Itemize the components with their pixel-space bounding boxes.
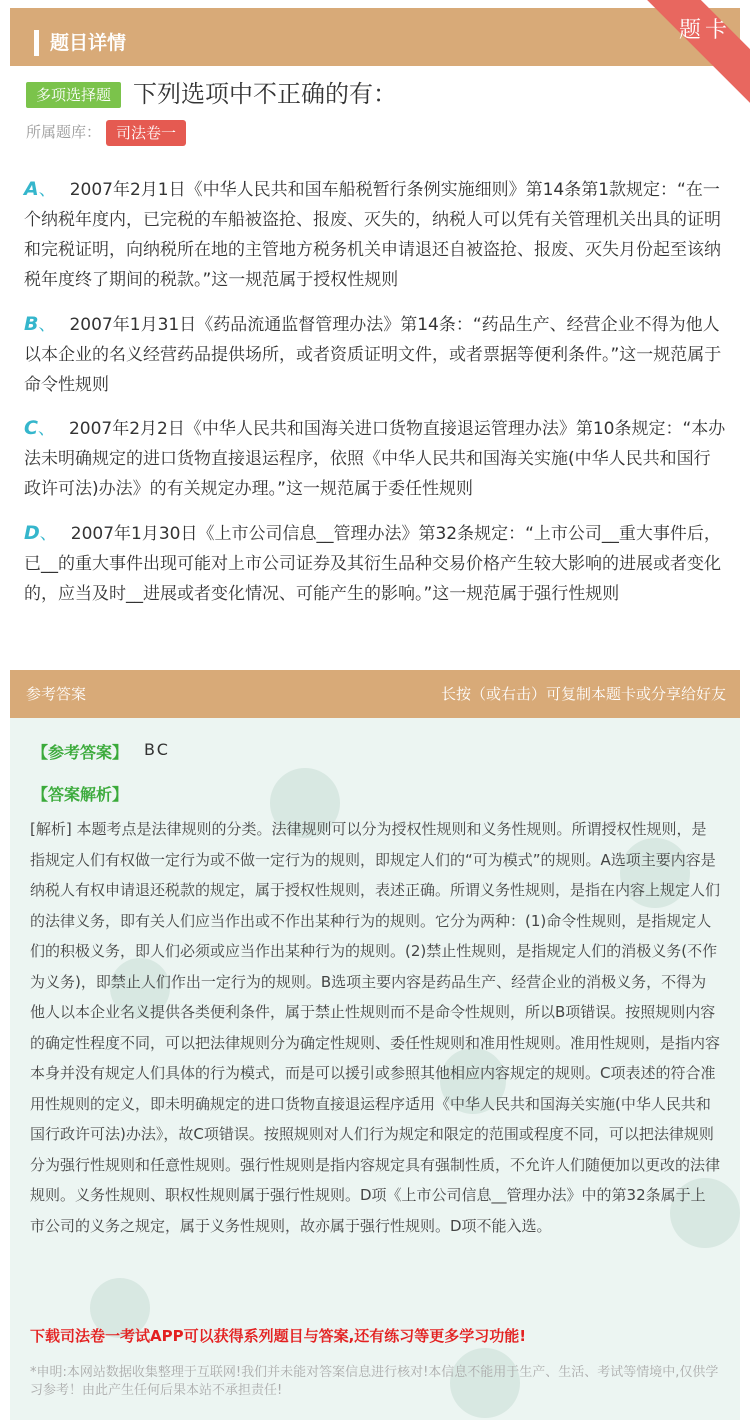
option-c[interactable]: [24, 413, 726, 504]
analysis-text: [解析] 本题考点是法律规则的分类。法律规则可以分为授权性规则和义务性规则。所谓授权性规则，是指规定人们有权做一定行为或不做一定行为的规则，即规定人们的“可为模式”的规则。A选项主要内容是纳税人有权申请退还税款的规定，属于授权性规则，表述正确。所谓义务性规则，是指在内容上规定人们的法律义务，即有关人们应当作出或不作出某种行为的规则。它分为两种：(1)命令性规则，是指规定人们的积极义务，即人们必须或应当作出某种行为的规则。(2)禁止性规则，是指规定人们的消极义务(不作为义务)，即禁止人们作出一定行为的规则。B选项主要内容是药品生产、经营企业的消极义务，不得为他人以本企业名义提供各类便利条件，属于禁止性规则而不是命令性规则，所以B项错误。按照规则内容的确定性程度不同，可以把法律规则分为确定性规则、委任性规则和准用性规则。准用性规则，是指内容本身并没有规定人们具体的行为模式，而是可以援引或参照其他相应内容规定的规则。C项表述的符合准用性规则的定义，即未明确规定的进口货物直接退运程序适用《中华人民共和国海关实施(中华人民共和国行政许可法)办法》，故C项错误。按照规则对人们行为规定和限定的范围或程度不同，可以把法律规则分为强行性规则和任意性规则。强行性规则是指内容规定具有强制性质，不允许人们随便加以更改的法律规则。义务性规则、职权性规则属于强行性规则。D项《上市公司信息__管理办法》中的第32条属于上市公司的义务之规定，属于义务性规则，故亦属于强行性规则。D项不能入选。: [30, 820, 721, 1235]
answer-bar-label: 参考答案: [26, 685, 87, 703]
option-text: 2007年1月31日《药品流通监督管理办法》第14条：“药品生产、经营企业不得为他人以本企业的名义经营药品提供场所，或者资质证明文件，或者票据等便利条件。”这一规范属于命令性规则: [24, 315, 722, 395]
bank-label: 所属题库：: [26, 123, 102, 141]
corner-ribbon[interactable]: [640, 0, 750, 105]
question-title: 下列选项中不正确的有：: [133, 80, 397, 108]
option-separator: 、: [37, 419, 55, 439]
analysis-label: 【答案解析】: [32, 785, 129, 804]
app-download-promo[interactable]: 下载司法卷一考试APP可以获得系列题目与答案,还有练习等更多学习功能!: [30, 1327, 527, 1345]
question-type-badge: 多项选择题: [26, 82, 121, 108]
header-accent-bar: [34, 30, 39, 56]
disclaimer: *申明:本网站数据收集整理于互联网!我们并未能对答案信息进行核对!本信息不能用于生产、生活、考试等情境中,仅供学习参考！由此产生任何后果本站不承担责任!: [30, 1365, 719, 1398]
option-separator: 、: [38, 180, 56, 200]
header-bar: [10, 8, 740, 66]
option-letter: D: [24, 522, 40, 544]
option-text: 2007年1月30日《上市公司信息__管理办法》第32条规定：“上市公司__重大事件后，已__的重大事件出现可能对上市公司证券及其衍生品种交易价格产生较大影响的进展或者变化的，应当及时__进展或者变化情况、可能产生的影响。”这一规范属于强行性规则: [24, 524, 721, 604]
option-separator: 、: [38, 315, 56, 335]
option-letter: A: [24, 178, 39, 200]
answer-header-bar: [10, 670, 740, 718]
option-text: 2007年2月2日《中华人民共和国海关进口货物直接退运管理办法》第10条规定：“本办法未明确规定的进口货物直接退运程序，依照《中华人民共和国海关实施(中华人民共和国行政许可法)办法》的有关规定办理。”这一规范属于委任性规则: [24, 419, 726, 499]
option-b[interactable]: [24, 309, 726, 400]
share-hint: 长按（或右击）可复制本题卡或分享给好友: [440, 685, 726, 703]
bank-name-badge[interactable]: 司法卷一: [106, 120, 186, 146]
corner-ribbon-label: 题卡: [678, 17, 732, 43]
option-a[interactable]: [24, 174, 726, 295]
answer-panel: [10, 718, 740, 1420]
corner-ribbon-wrapper: [640, 0, 750, 110]
option-d[interactable]: [24, 518, 726, 609]
option-letter: C: [24, 417, 38, 439]
option-letter: B: [24, 313, 39, 335]
reference-answer-value: BC: [144, 740, 170, 759]
option-separator: 、: [39, 524, 57, 544]
reference-answer-label: 【参考答案】: [32, 743, 129, 762]
option-text: 2007年2月1日《中华人民共和国车船税暂行条例实施细则》第14条第1款规定：“在一个纳税年度内，已完税的车船被盗抢、报废、灭失的，纳税人可以凭有关管理机关出具的证明和完税证明，向纳税所在地的主管地方税务机关申请退还自被盗抢、报废、灭失月份起至该纳税年度终了期间的税款。”这一规范属于授权性规则: [24, 180, 721, 290]
page-title: 题目详情: [50, 32, 127, 54]
